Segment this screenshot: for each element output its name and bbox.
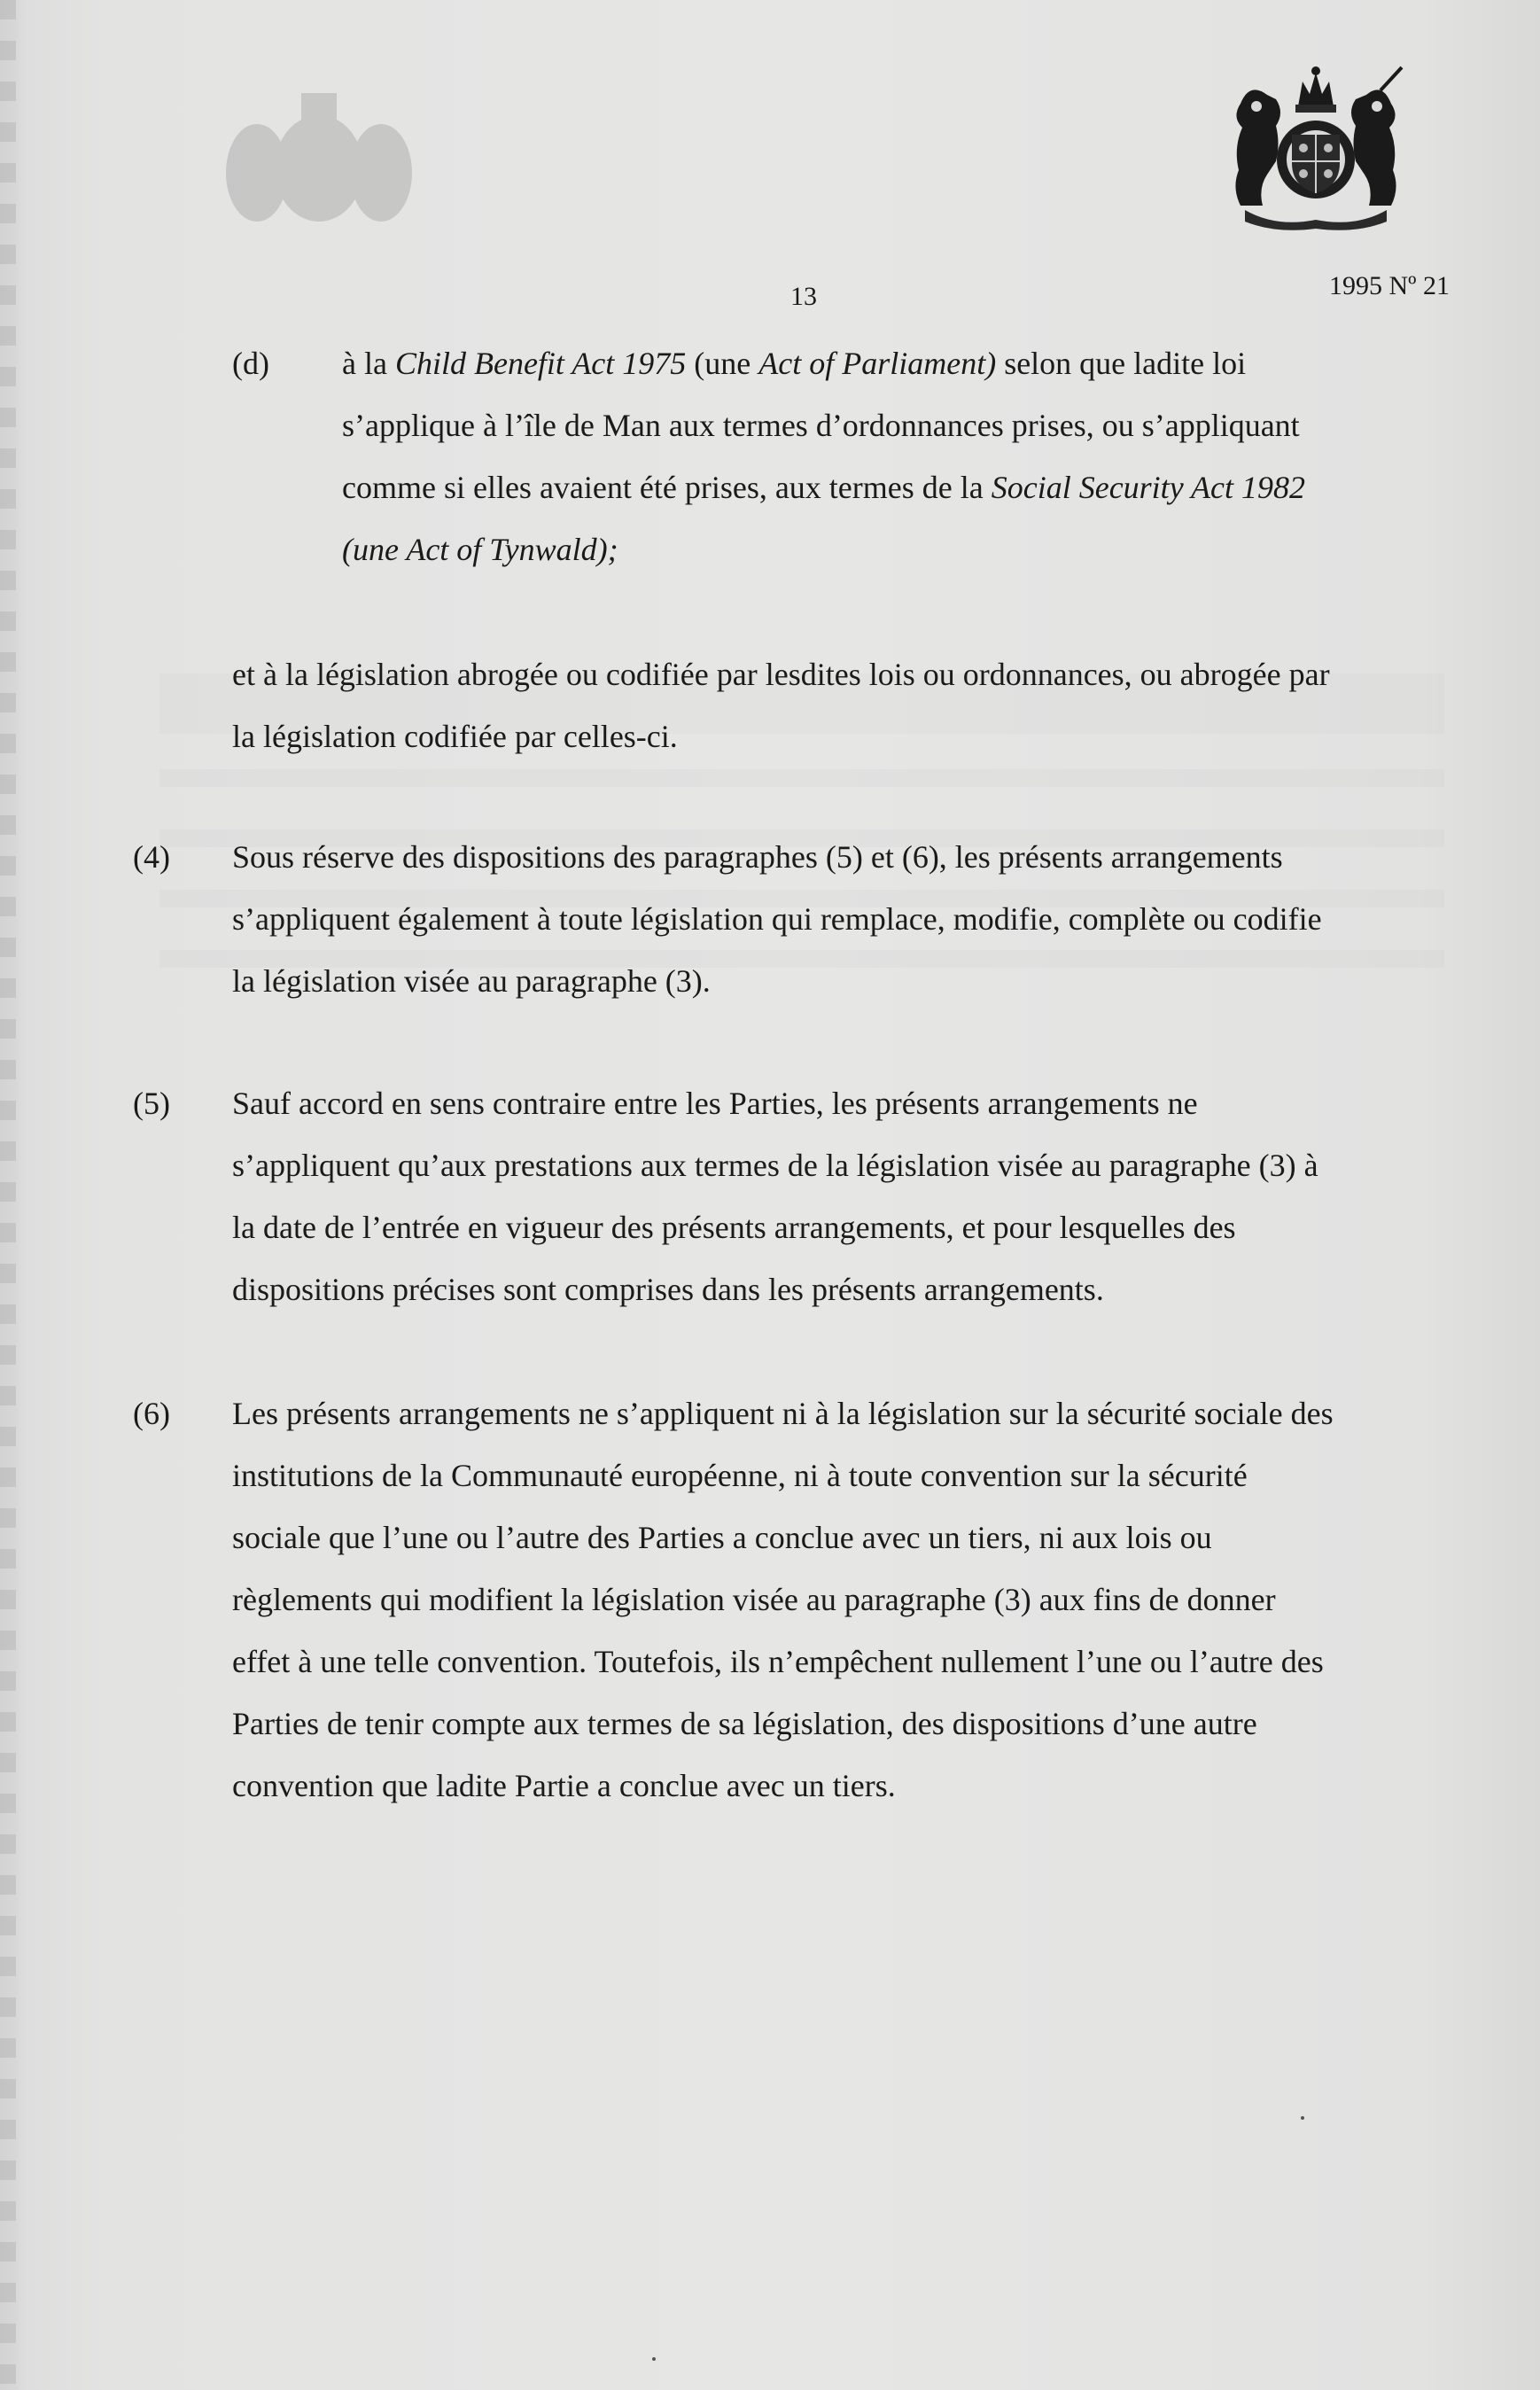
- paragraph-5: [133, 1072, 1462, 1329]
- text-line: (une Act of Tynwald);: [342, 532, 618, 567]
- paper-speck: [652, 2357, 656, 2361]
- paragraph-label: (6): [133, 1396, 170, 1431]
- text-line: et à la législation abrogée ou codifiée par lesdites lois ou ordonnances, ou abrogée par: [232, 657, 1330, 692]
- instrument-reference: 1995 Nº 21: [1329, 271, 1450, 300]
- text-line: s’applique à l’île de Man aux termes d’ordonnances prises, ou s’appliquant: [342, 408, 1300, 443]
- paragraph-label: (5): [133, 1086, 170, 1121]
- text-line: la date de l’entrée en vigueur des présents arrangements, et pour lesquelles des: [232, 1210, 1236, 1245]
- text-line: convention que ladite Partie a conclue avec un tiers.: [232, 1768, 896, 1803]
- text-line: règlements qui modifient la législation visée au paragraphe (3) aux fins de donner: [232, 1582, 1276, 1617]
- text-line: la législation visée au paragraphe (3).: [232, 963, 711, 999]
- text-line: Sous réserve des dispositions des paragraphes (5) et (6), les présents arrangements: [232, 839, 1283, 875]
- text-line: Parties de tenir compte aux termes de sa législation, des dispositions d’une autre: [232, 1706, 1257, 1741]
- royal-coat-of-arms-icon: [1214, 64, 1418, 232]
- paragraph-label: (4): [133, 839, 170, 875]
- text-line: comme si elles avaient été prises, aux termes de la Social Security Act 1982: [342, 470, 1305, 505]
- closing-text: [232, 643, 1473, 776]
- text-line: dispositions précises sont comprises dans les présents arrangements.: [232, 1272, 1104, 1307]
- page-number: 13: [790, 282, 817, 311]
- paragraph-label: (d): [232, 346, 269, 381]
- text-line: institutions de la Communauté européenne, ni à toute convention sur la sécurité: [232, 1458, 1248, 1493]
- paragraph-d: [232, 332, 1473, 598]
- crest-show-through-icon: [217, 84, 421, 239]
- text-line: à la Child Benefit Act 1975 (une Act of Parliament) selon que ladite loi: [342, 346, 1247, 381]
- text-line: Les présents arrangements ne s’appliquent ni à la législation sur la sécurité sociale des: [232, 1396, 1334, 1431]
- text-line: sociale que l’une ou l’autre des Parties a conclue avec un tiers, ni aux lois ou: [232, 1520, 1212, 1555]
- binding-edge: [0, 0, 16, 2390]
- text-line: s’appliquent qu’aux prestations aux termes de la législation visée au paragraphe (3) à: [232, 1148, 1318, 1183]
- text-line: effet à une telle convention. Toutefois, ils n’empêchent nullement l’une ou l’autre des: [232, 1644, 1324, 1679]
- text-line: Sauf accord en sens contraire entre les Parties, les présents arrangements ne: [232, 1086, 1198, 1121]
- paragraph-6: [133, 1382, 1462, 1826]
- paper-speck: [1301, 2116, 1304, 2120]
- text-line: s’appliquent également à toute législation qui remplace, modifie, complète ou codifie: [232, 901, 1322, 937]
- text-line: la législation codifiée par celles-ci.: [232, 719, 678, 754]
- paragraph-4: [133, 826, 1462, 1021]
